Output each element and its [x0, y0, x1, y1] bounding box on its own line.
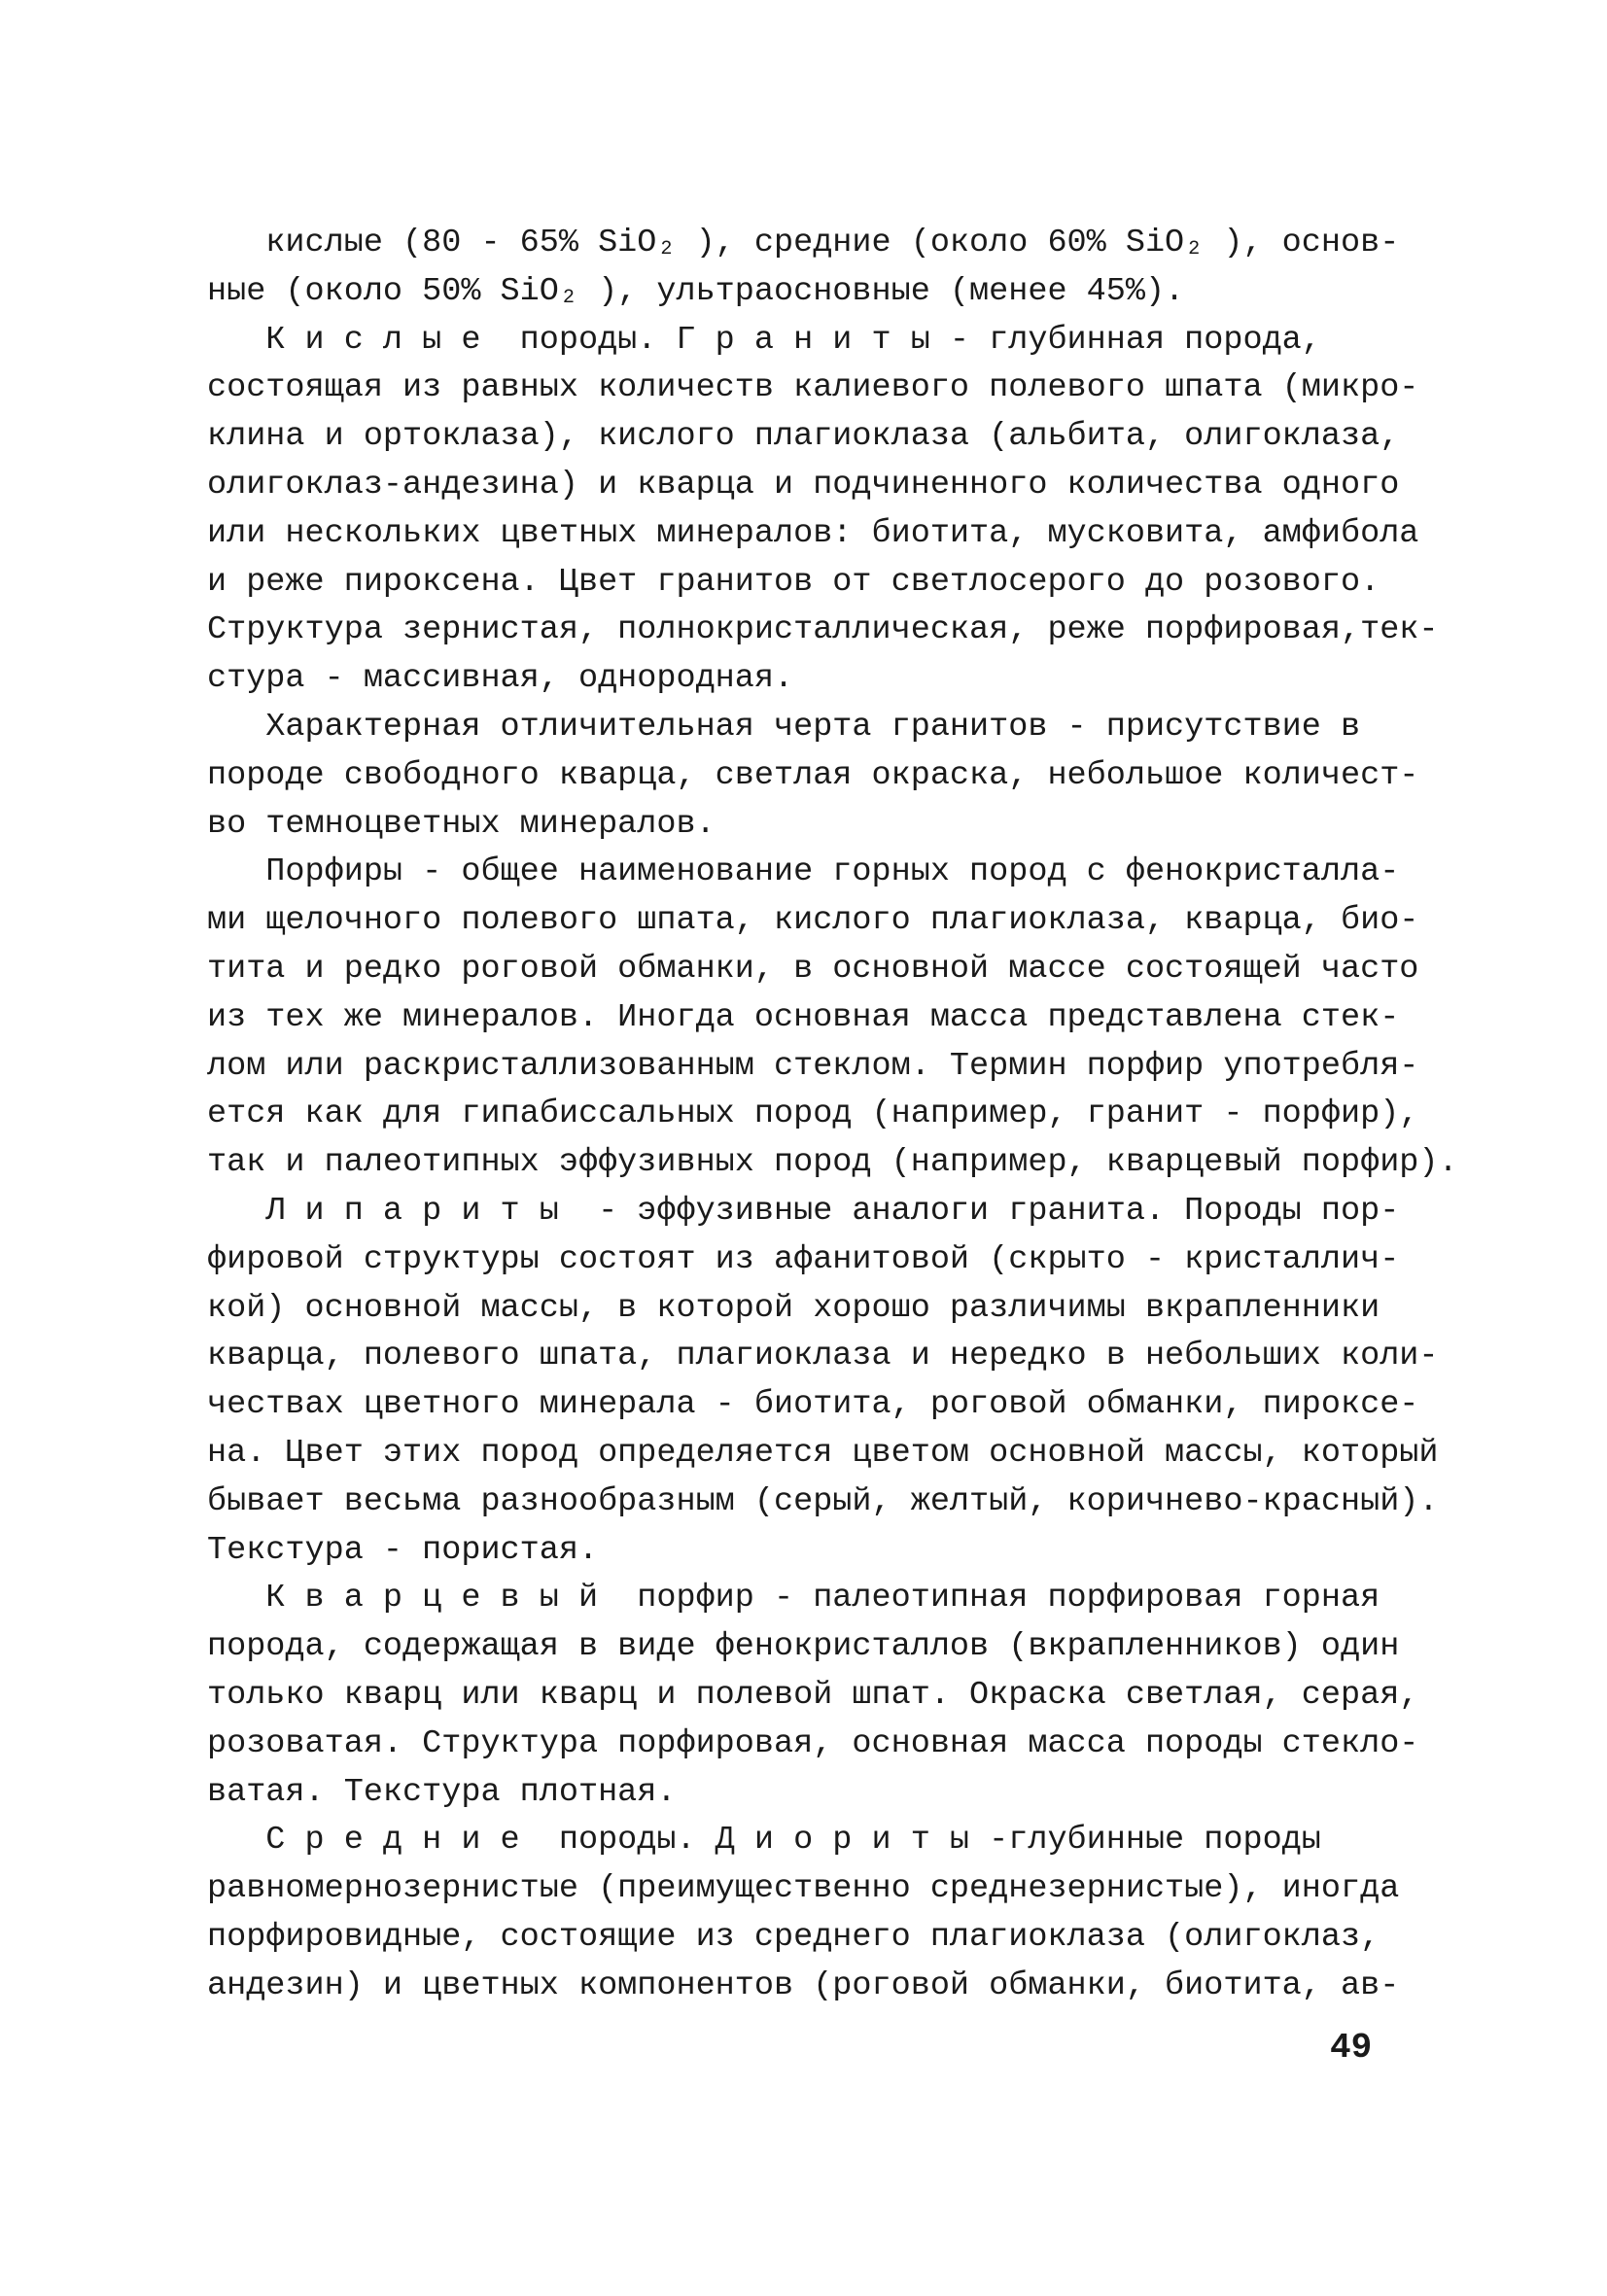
text-line: состоящая из равных количеств калиевого полевого шпата (микро-: [207, 369, 1419, 407]
text-line: породе свободного кварца, светлая окраска, небольшое количест-: [207, 756, 1419, 794]
text-line: ватая. Текстура плотная.: [207, 1773, 677, 1811]
text-line: андезин) и цветных компонентов (роговой обманки, биотита, ав-: [207, 1966, 1400, 2004]
text-line: и реже пироксена. Цвет гранитов от светлосерого до розового.: [207, 563, 1380, 601]
text-line: Текстура - пористая.: [207, 1531, 599, 1569]
text-line: К и с л ы е породы. Г р а н и т ы - глубинная порода,: [207, 321, 1321, 359]
text-line: равномернозернистые (преимущественно среднезернистые), иногда: [207, 1870, 1400, 1908]
text-line: стура - массивная, однородная.: [207, 660, 794, 698]
text-line: лом или раскристаллизованным стеклом. Термин порфир употребля-: [207, 1047, 1419, 1085]
text-line: Порфиры - общее наименование горных пород с фенокристалла-: [207, 853, 1400, 891]
page-number: 49: [1330, 2028, 1373, 2068]
text-line: ные (около 50% SiO₂ ), ультраосновные (менее 45%).: [207, 272, 1185, 310]
text-line: или нескольких цветных минералов: биотита, мусковита, амфибола: [207, 514, 1419, 552]
text-line: клина и ортоклаза), кислого плагиоклаза (альбита, олигоклаза,: [207, 418, 1400, 456]
text-line: из тех же минералов. Иногда основная масса представлена стек-: [207, 998, 1400, 1036]
text-line: К в а р ц е в ы й порфир - палеотипная порфировая горная: [207, 1580, 1380, 1618]
text-line: кислые (80 - 65% SiO₂ ), средние (около 60% SiO₂ ), основ-: [207, 225, 1400, 261]
text-line: тита и редко роговой обманки, в основной массе состоящей часто: [207, 950, 1419, 988]
text-line: на. Цвет этих пород определяется цветом основной массы, который: [207, 1434, 1439, 1472]
text-line: бывает весьма разнообразным (серый, желтый, коричнево-красный).: [207, 1482, 1439, 1520]
body-text: [207, 220, 1458, 2010]
text-line: розоватая. Структура порфировая, основная масса породы стекло-: [207, 1724, 1419, 1762]
text-line: олигоклаз-андезина) и кварца и подчиненного количества одного: [207, 466, 1400, 504]
text-line: ется как для гипабиссальных пород (например, гранит - порфир),: [207, 1096, 1419, 1133]
text-line: кварца, полевого шпата, плагиоклаза и нередко в небольших коли-: [207, 1338, 1439, 1375]
text-line: ми щелочного полевого шпата, кислого плагиоклаза, кварца, био-: [207, 902, 1419, 940]
text-line: Л и п а р и т ы - эффузивные аналоги гранита. Породы пор-: [207, 1192, 1400, 1230]
text-line: так и палеотипных эффузивных пород (например, кварцевый порфир).: [207, 1144, 1458, 1182]
text-line: во темноцветных минералов.: [207, 805, 716, 843]
text-line: только кварц или кварц и полевой шпат. Окраска светлая, серая,: [207, 1676, 1419, 1714]
text-line: Характерная отличительная черта гранитов - присутствие в: [207, 708, 1361, 746]
text-line: С р е д н и е породы. Д и о р и т ы -глубинные породы: [207, 1822, 1321, 1860]
text-line: чествах цветного минерала - биотита, роговой обманки, пироксе-: [207, 1386, 1419, 1424]
text-line: порфировидные, состоящие из среднего плагиоклаза (олигоклаз,: [207, 1918, 1380, 1956]
text-line: Структура зернистая, полнокристаллическая, реже порфировая,тек-: [207, 611, 1439, 649]
text-line: порода, содержащая в виде фенокристаллов (вкрапленников) один: [207, 1628, 1400, 1666]
text-line: фировой структуры состоят из афанитовой (скрыто - кристаллич-: [207, 1240, 1400, 1278]
text-line: кой) основной массы, в которой хорошо различимы вкрапленники: [207, 1289, 1380, 1327]
